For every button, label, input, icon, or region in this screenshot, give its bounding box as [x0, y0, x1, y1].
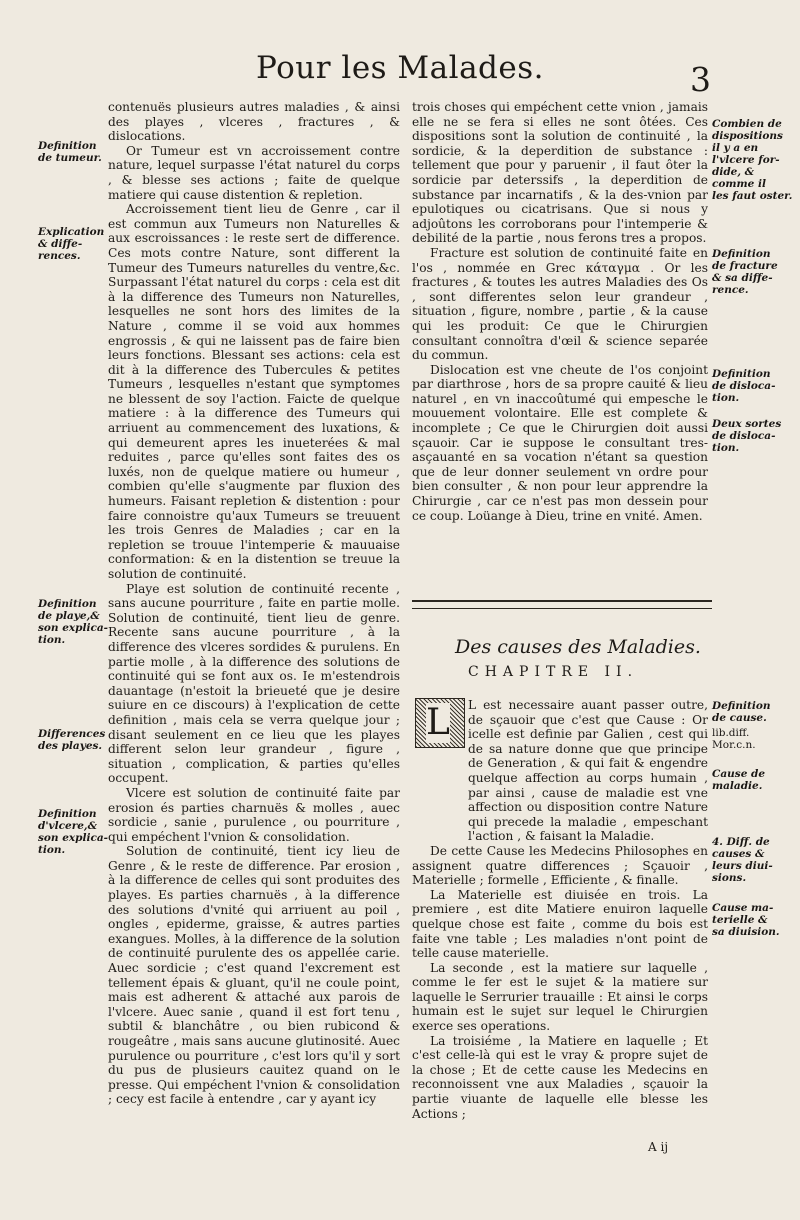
margin-note-differences-playes: Differences des playes.: [38, 728, 106, 752]
margin-note-cause-materielle: Cause ma- terielle & sa diuision.: [712, 902, 780, 938]
margin-note-definition-dislocation: Definition de disloca- tion.: [712, 368, 776, 404]
paragraph: Accroissement tient lieu de Genre , car il est commun aux Tumeurs non Naturelles & aux escroissances : le reste sert de difference. Ces mots contre Nature, sont different la Tumeur des Tumeurs naturelles du ventre,&c. Surpassant l'état naturel du corps : cela est dit à la difference des Tumeurs non Naturelles, lesquelles ne sont hors des limites de la Nature , comme il se void aux hommes engrossis , & qui ne laissent pas de faire bien leurs fonctions. Blessant ses actions: cela est dit à la difference des Tubercules & petites Tumeurs , lesquelles n'estant que symptomes ne blessent de soy l'action. Faicte de quelque matiere : à la difference des Tumeurs qui arriuent au commencement des luxations, & qui demeurent apres les inueterées & mal reduites , parce qu'elles sont faites des os luxés, non de quelque matiere ou humeur , combien qu'elle s'augmente par fluxion des humeurs. Faisant repletion & distention : pour faire connoistre qu'aux Tumeurs se treuuent les trois Genres de Maladies ; car en la repletion se trouue l'intemperie & mauuaise conformation: & en la distention se treuue la solution de continuité.: [108, 202, 400, 581]
margin-note-differences-causes: 4. Diff. de causes & leurs diui- sions.: [712, 836, 773, 884]
paragraph: L est necessaire auant passer outre, de sçauoir que c'est que Cause : Or icelle est definie par Galien , cest qui de sa nature donne que que principe de Generation , & qui fait & engendre quelque affection au corps humain , par ainsi , cause de maladie est vne affection ou disposition contre Nature qui precede la maladie , empeschant l'action , & faisant la Maladie.: [468, 698, 708, 844]
paragraph: La troisiéme , la Matiere en laquelle ; Et c'est celle-là qui est le vray & propre sujet de la chose ; Et de cette cause les Medecins en reconnoissent vne aux Maladies , sçauoir la partie viuante de laquelle elle blesse les Actions ;: [412, 1033, 708, 1121]
paragraph: contenuës plusieurs autres maladies , & ainsi des playes , vlceres , fractures , & dislocations.: [108, 100, 400, 144]
right-column-bottom: [412, 698, 708, 1121]
drop-cap-letter: L: [426, 702, 450, 743]
margin-note-definition-fracture: Definition de fracture & sa diffe- rence.: [712, 248, 778, 296]
paragraph: De cette Cause les Medecins Philosophes en assignent quatre differences ; Sçauoir , Materielle ; formelle , Efficiente , & finalle.: [412, 843, 708, 888]
paragraph: Or Tumeur est vn accroissement contre nature, lequel surpasse l'état naturel du corps , & blesse ses actions ; faite de quelque matiere qui cause distention & repletion.: [108, 143, 400, 202]
margin-note-references: lib.diff. Mor.c.n.: [712, 727, 756, 751]
paragraph: Playe est solution de continuité recente , sans aucune pourriture , faite en partie molle. Solution de continuité, tient lieu de genre. Recente sans aucune pourriture , à la difference des vlceres sordides & purulens. En partie molle , à la difference des solutions de continuité qui se font aux os. Ie m'estendrois dauantage (n'estoit la brieueté que je desire suiure en ce discours) à l'explication de cette definition , mais cela se verra quelque jour ; disant seulement en ce lieu que les playes different selon leur grandeur , figure , situation , complication, & parties qu'elles occupent.: [108, 581, 400, 786]
page-number: 3: [690, 60, 711, 99]
paragraph: Dislocation est vne cheute de l'os conjoint par diarthrose , hors de sa propre cauité & lieu naturel , en vn inaccoûtumé qui empesche le mouuement volontaire. Elle est complete & incomplete ; Ce que le Chirurgien doit aussi sçauoir. Car ie suppose le consultant tres-asçauanté en sa vocation n'étant sa question que de leur donner seulement vn ordre pour bien consulter , & non pour leur apprendre la Chirurgie , car ce n'est pas mon dessein pour ce coup. Loüange à Dieu, trine en vnité. Amen.: [412, 362, 708, 523]
paragraph: Vlcere est solution de continuité faite par erosion és parties charnuës & molles , auec sordicie , sanie , purulence , ou pourriture , qui empéchent l'vnion & consolidation.: [108, 785, 400, 844]
margin-note-definition-tumeur: Definition de tumeur.: [38, 140, 102, 164]
section-title: Des causes des Maladies.: [455, 636, 701, 658]
paragraph: Solution de continuité, tient icy lieu de Genre , & le reste de difference. Par erosion , à la difference de celles qui sont produites des playes. Es parties charnuës , à la difference des solutions d'vnité qui arriuent au poil , ongles , epiderme, graisse, & autres parties exangues. Molles, à la difference de la solution de continuité purulente des os appellée carie. Auec sordicie ; c'est quand l'excrement est tellement épais & gluant, qu'il ne coule point, mais est adherent & attaché aux parois de l'vlcere. Auec sanie , quand il est fort tenu , subtil & blanchâtre , ou bien rubicond & rougeâtre , mais sans aucune glutinosité. Auec purulence ou pourriture , c'est lors qu'il y sort du pus de plusieurs cauitez quand on le presse. Qui empéchent l'vnion & consolidation ; cecy est facile à entendre , car y ayant icy: [108, 844, 400, 1107]
margin-note-cause-maladie: Cause de maladie.: [712, 768, 766, 792]
margin-note-definition-cause: Definition de cause.: [712, 700, 771, 724]
paragraph: Fracture est solution de continuité faite en l'os , nommée en Grec κάταγμα . Or les fractures , & toutes les autres Maladies des Os , sont differentes selon leur grandeur , situation , figure, nombre , partie , & la cause qui les produit: Ce que le Chirurgien consultant connoîtra d'œil & science separée du commun.: [412, 245, 708, 363]
paragraph: trois choses qui empéchent cette vnion , jamais elle ne se fera si elles ne sont ôtées. Ces dispositions sont la solution de continuité , la sordicie, & la deperdition de substance : tellement que pour y paruenir , il faut ôter la sordicie par deterssifs , la deperdition de substance par incarnatifs , & la des-vnion par epulotiques ou cicatrisans. Que si nous y adjoûtons les corroborans pour l'intemperie & debilité de la partie , nous ferons tres a propos.: [412, 100, 708, 246]
running-title: Pour les Malades.: [256, 50, 544, 86]
paragraph: La Materielle est diuisée en trois. La premiere , est dite Matiere enuiron laquelle quelque chose est faite , comme du bois est faite vne table ; Les maladies n'ont point de telle cause materielle.: [412, 887, 708, 961]
right-column-top: [412, 100, 708, 523]
paragraph: La seconde , est la matiere sur laquelle , comme le fer est le sujet & la matiere sur laquelle le Serrurier trauaille : Et ainsi le corps humain est le sujet sur lequel le Chirurgien exerce ses operations.: [412, 960, 708, 1034]
margin-note-deux-sortes: Deux sortes de disloca- tion.: [712, 418, 782, 454]
margin-note-definition-playe: Definition de playe,& son explica- tion.: [38, 598, 109, 646]
signature-mark: A ij: [648, 1140, 669, 1154]
margin-note-definition-vlcere: Definition d'vlcere,& son explica- tion.: [38, 808, 109, 856]
chapter-heading: CHAPITRE II.: [468, 664, 639, 680]
left-column: [108, 100, 400, 1107]
margin-note-combien: Combien de dispositions il y a en l'vlcere for- dide, & comme il les faut oster.: [712, 118, 793, 202]
margin-note-explication: Explication & diffe- rences.: [38, 226, 105, 262]
section-divider: [412, 600, 712, 609]
